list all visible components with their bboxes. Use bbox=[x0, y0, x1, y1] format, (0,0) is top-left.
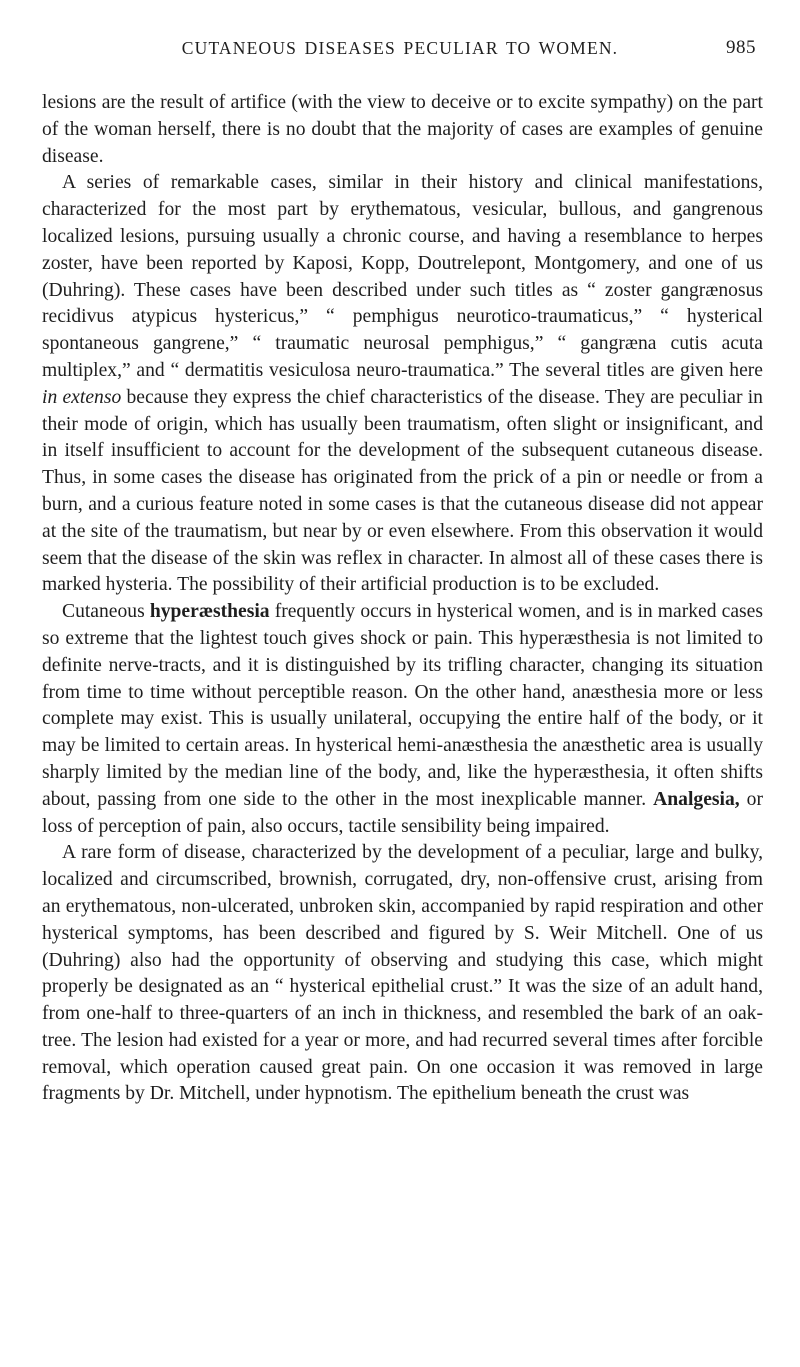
paragraph-text: frequently occurs in hysterical women, and is in marked cases so extreme that the lightest touch gives shock or pain. This hyperæsthesia is not limited to definite nerve-tracts, and it is distinguished by its trifling character, changing its situation from time to time without perceptible reason. On the other hand, anæsthesia more or less complete may exist. This is usually unilateral, occupying the entire half of the body, or it may be limited to certain areas. In hysterical hemi-anæsthesia the anæsthetic area is usually sharply limited by the median line of the body, and, like the hyperæsthesia, it often shifts about, passing from one side to the other in the most inexplicable manner. bbox=[42, 601, 763, 810]
paragraph-text: or loss of perception of pain, also occurs, tactile sensibility being impaired. bbox=[42, 788, 763, 837]
running-head bbox=[0, 38, 800, 68]
paragraph-continued: lesions are the result of artifice (with the view to deceive or to excite sympathy) on the part of the woman herself, there is no doubt that the majority of cases are examples of genuine disease. bbox=[42, 92, 763, 167]
paragraph-text: A series of remarkable cases, similar in their history and clinical manifestations, characterized for the most part by erythematous, vesicular, bullous, and gangrenous localized lesions, pursuing usually a chronic course, and having a resemblance to herpes zoster, have been reported by Kaposi, Kopp, Doutrelepont, Montgomery, and one of us (Duhring). These cases have been described under such titles as “ zoster gangrænosus recidivus atypicus hystericus,” “ pemphigus neurotico-traumaticus,” “ hysterical spontaneous gangrene,” “ traumatic neurosal pemphigus,” “ gangræna cutis acuta multiplex,” and “ dermatitis vesiculosa neuro-traumatica.” The several titles are given here bbox=[42, 172, 763, 381]
paragraph-epithelial-crust: A rare form of disease, characterized by the development of a peculiar, large and bulky, localized and circumscribed, brownish, corrugated, dry, non-offensive crust, arising from an erythematous, non-ulcerated, unbroken skin, accompanied by rapid respiration and other hysterical symptoms, has been described and figured by S. Weir Mitchell. One of us (Duhring) also had the opportunity of observing and studying this case, which might properly be designated as an “ hysterical epithelial crust.” It was the size of an adult hand, from one-half to three-quarters of an inch in thickness, and resembled the bark of an oak-tree. The lesion had existed for a year or more, and had recurred several times after forcible removal, which operation caused great pain. On one occasion it was removed in large fragments by Dr. Mitchell, under hypnotism. The epithelium beneath the crust was bbox=[42, 842, 763, 1105]
body-text bbox=[42, 90, 763, 1108]
term-hyperaesthesia: hyperæsthesia bbox=[149, 601, 270, 623]
page-number: 985 bbox=[726, 37, 756, 58]
paragraph-zoster-cases bbox=[42, 170, 763, 599]
paragraph-hyperaesthesia bbox=[42, 599, 763, 840]
term-analgesia: Analgesia, bbox=[653, 788, 740, 810]
paragraph-text: Cutaneous bbox=[62, 601, 145, 623]
paragraph-text: because they express the chief characteristics of the disease. They are peculiar in their mode of origin, which has usually been traumatism, often slight or insignificant, and in itself insufficient to account for the development of the subsequent cutaneous disease. Thus, in some cases the disease has originated from the prick of a pin or needle or from a burn, and a curious feature noted in some cases is that the cutaneous disease did not appear at the site of the traumatism, but near by or even elsewhere. From this observation it would seem that the disease of the skin was reflex in character. In almost all of these cases there is marked hysteria. The possibility of their artificial production is to be excluded. bbox=[42, 386, 763, 596]
running-title: CUTANEOUS DISEASES PECULIAR TO WOMEN. bbox=[181, 38, 619, 58]
italic-phrase: in extenso bbox=[42, 386, 122, 408]
